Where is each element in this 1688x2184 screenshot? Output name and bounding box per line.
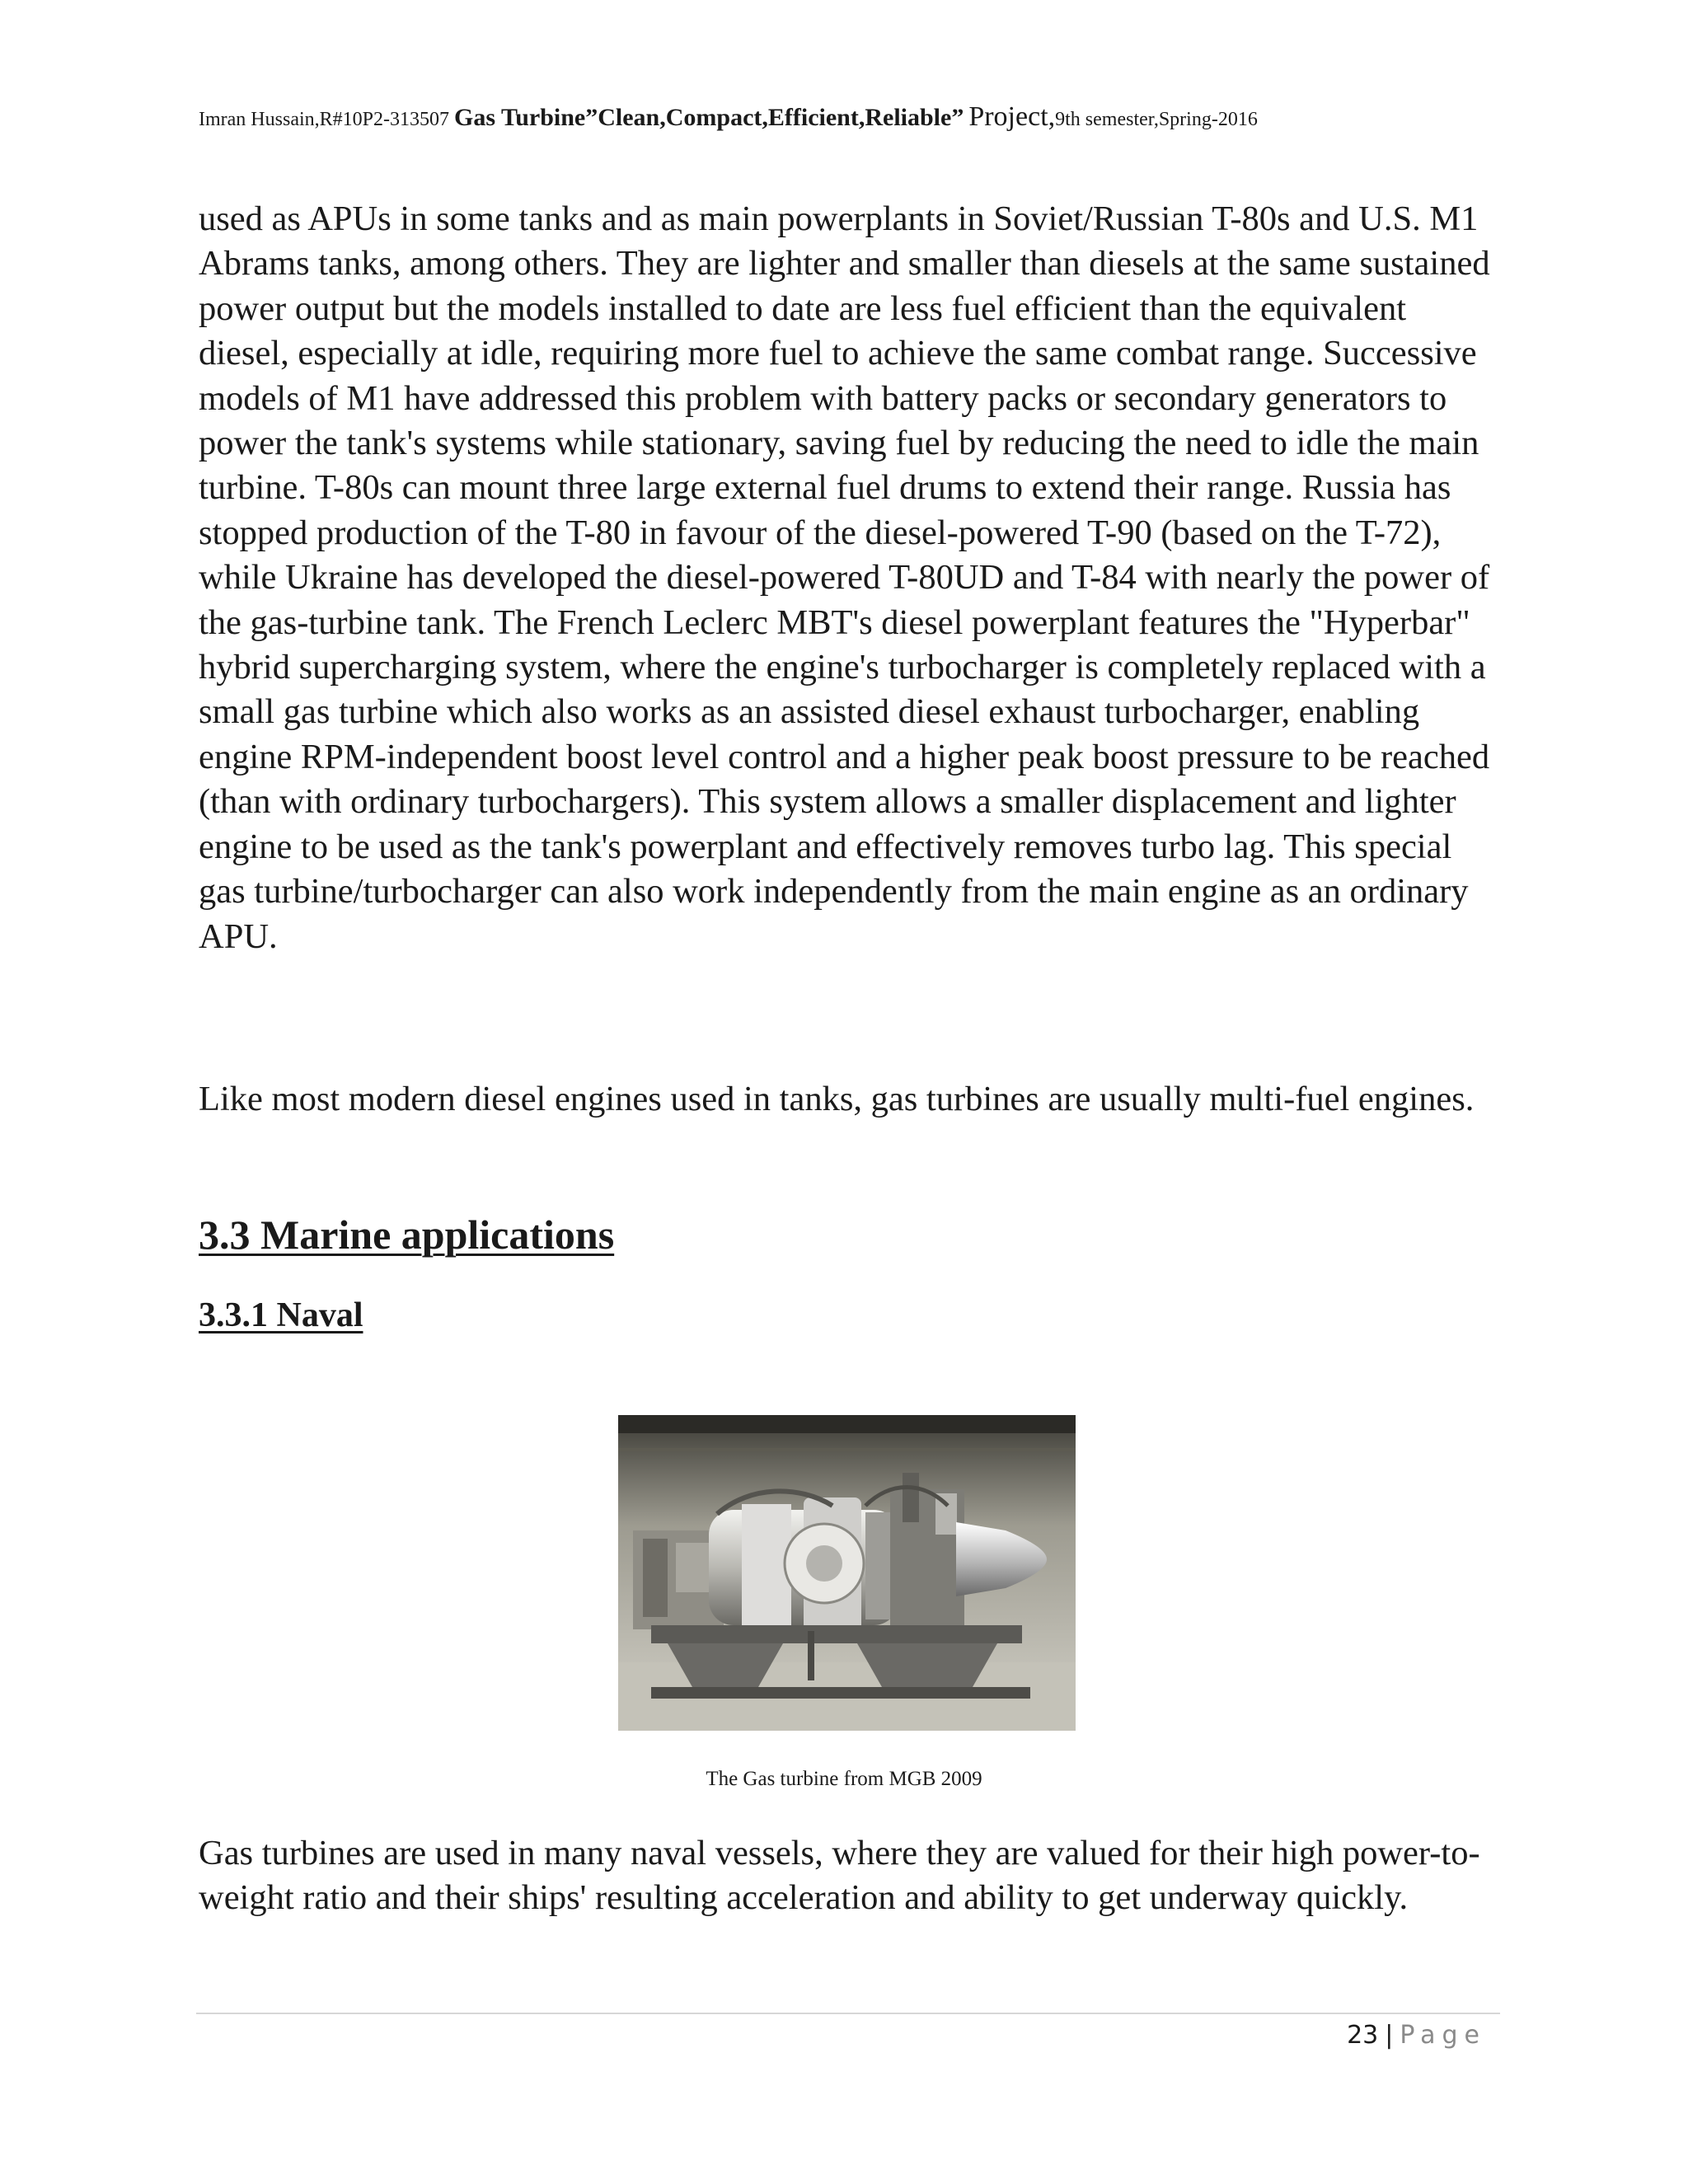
body-paragraph-tanks: used as APUs in some tanks and as main powerplants in Soviet/Russian T-80s and U.S. M1 Abrams tanks, among others. They are lighter and smaller than diesels at the same sustained power output but the models installed to date are less fuel efficient than the equivalent diesel, especially at idle, requiring more fuel to achieve the same combat range. Successive models of M1 have addressed this problem with battery packs or secondary generators to power the tank's systems while stationary, saving fuel by reducing the need to idle the main turbine. T-80s can mount three large external fuel drums to extend their range. Russia has stopped production of the T-80 in favour of the diesel-powered T-90 (based on the T-72), while Ukraine has developed the diesel-powered T-80UD and T-84 with nearly the power of the gas-turbine tank. The French Leclerc MBT's diesel powerplant features the "Hyperbar" hybrid supercharging system, where the engine's turbocharger is completely replaced with a small gas turbine which also works as an assisted diesel exhaust turbocharger, enabling engine RPM-independent boost level control and a higher peak boost pressure to be reached (than with ordinary turbochargers). This system allows a smaller displacement and lighter engine to be used as the tank's powerplant and effectively removes turbo lag. This special gas turbine/turbocharger can also work independently from the main engine as an ordinary APU. [199, 199, 1490, 956]
page-footer [1347, 2017, 1486, 2055]
subsection-heading-naval: 3.3.1 Naval [199, 1296, 363, 1334]
header-semester: 9th semester,Spring-2016 [1055, 109, 1258, 130]
header-separator: Project, [968, 101, 1056, 132]
page-separator: | [1385, 2021, 1394, 2050]
header-title: Gas Turbine”Clean,Compact,Efficient,Reliable” [453, 104, 964, 131]
page-label: Page [1400, 2021, 1486, 2050]
running-header [199, 101, 1501, 136]
body-paragraph-multifuel: Like most modern diesel engines used in tanks, gas turbines are usually multi-fuel engines. [199, 1080, 1475, 1118]
figure-caption: The Gas turbine from MGB 2009 [706, 1768, 982, 1790]
header-author: Imran Hussain,R#10P2-313507 [199, 109, 449, 130]
gas-turbine-photo [618, 1415, 1076, 1731]
footer-divider [196, 2013, 1500, 2014]
section-heading-marine-applications: 3.3 Marine applications [199, 1212, 615, 1258]
body-paragraph-naval-vessels: Gas turbines are used in many naval vessels, where they are valued for their high power-to-weight ratio and their ships' resulting acceleration and ability to get underway quickly. [199, 1834, 1480, 1918]
page-number: 23 [1347, 2021, 1379, 2050]
